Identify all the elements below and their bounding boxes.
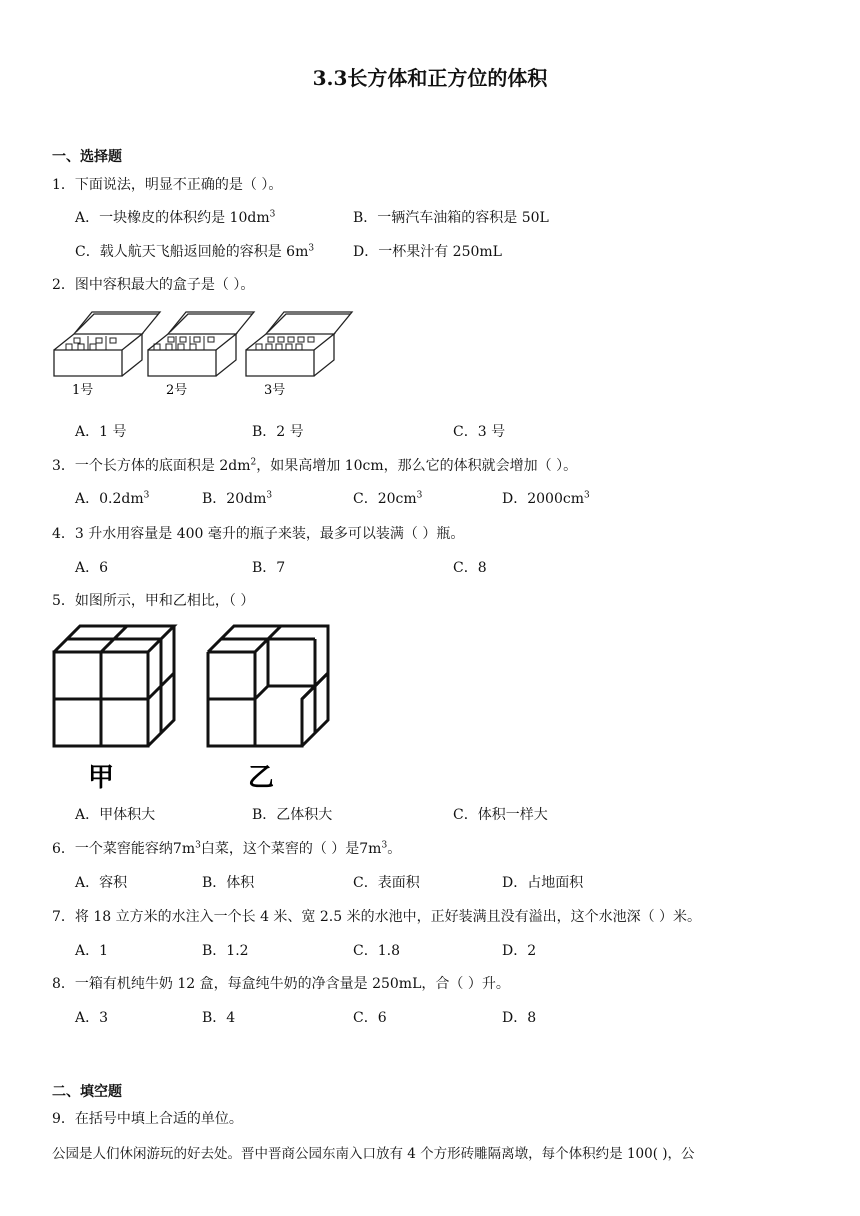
stem-part: 。 (387, 841, 402, 857)
superscript: 2 (250, 457, 257, 468)
question-5-option-a[interactable]: A．甲体积大 (75, 807, 156, 823)
question-8-option-a[interactable]: A．3 (75, 1010, 109, 1026)
section-heading-fill: 二、填空题 (52, 1084, 122, 1100)
cubes-figure (50, 620, 340, 796)
question-1-option-b[interactable]: B．一辆汽车油箱的容积是 50L (353, 210, 549, 226)
superscript: 3 (195, 840, 201, 851)
section-heading-choice: 一、选择题 (52, 149, 122, 165)
question-5-option-c[interactable]: C．体积一样大 (453, 807, 548, 823)
question-3-stem (52, 455, 577, 475)
box-label-2: 2号 (166, 383, 188, 398)
box-3-figure (246, 312, 352, 376)
question-3-option-a[interactable] (75, 488, 149, 508)
question-5-option-b[interactable]: B．乙体积大 (252, 807, 333, 823)
option-text: A．0.2dm (75, 491, 144, 507)
superscript: 3 (143, 490, 150, 501)
question-8-option-d[interactable]: D．8 (502, 1010, 537, 1026)
question-7-option-b[interactable]: B．1.2 (202, 943, 249, 959)
question-8-option-c[interactable]: C．6 (353, 1010, 387, 1026)
option-text: B．20dm (202, 491, 267, 507)
page-title: 3.3长方体和正方位的体积 (312, 66, 548, 90)
superscript: 3 (583, 490, 590, 501)
stem-part: 3．一个长方体的底面积是 2dm (52, 458, 251, 474)
figure-label-jia: 甲 (88, 763, 115, 793)
box-label-3: 3号 (264, 383, 286, 398)
question-7-option-d[interactable]: D．2 (502, 943, 537, 959)
question-2-stem: 2．图中容积最大的盒子是（ ）。 (52, 277, 255, 293)
box-1-figure (54, 312, 160, 376)
question-6-stem (52, 838, 401, 858)
question-1-option-d[interactable]: D．一杯果汁有 250mL (353, 244, 502, 260)
question-6-option-b[interactable]: B．体积 (202, 875, 255, 891)
question-6-option-c[interactable]: C．表面积 (353, 875, 420, 891)
option-a-text: A．一块橡皮的体积约是 10dm (75, 210, 270, 226)
superscript: 3 (308, 243, 315, 254)
question-8-option-b[interactable]: B．4 (202, 1010, 236, 1026)
question-7-stem: 7．将 18 立方米的水注入一个长 4 米、宽 2.5 米的水池中，正好装满且没有溢出，这个水池深（ ）米。 (52, 909, 702, 925)
question-7-option-c[interactable]: C．1.8 (353, 943, 400, 959)
box-2-figure (148, 312, 254, 376)
question-2-option-b[interactable]: B．2 号 (252, 424, 304, 440)
figure-label-yi: 乙 (248, 763, 275, 793)
question-1-option-c[interactable] (75, 241, 314, 261)
superscript: 3 (381, 840, 388, 851)
superscript: 3 (266, 490, 273, 501)
question-3-option-d[interactable] (502, 488, 590, 508)
cube-jia-figure (54, 626, 174, 746)
boxes-figure (52, 306, 372, 402)
question-9-stem: 9．在括号中填上合适的单位。 (52, 1111, 243, 1127)
option-text: D．2000cm (502, 491, 584, 507)
question-4-stem: 4．3 升水用容量是 400 毫升的瓶子来装，最多可以装满（ ）瓶。 (52, 526, 465, 542)
question-6-option-d[interactable]: D．占地面积 (502, 875, 584, 891)
stem-part: ，如果高增加 10cm，那么它的体积就会增加（ ）。 (256, 458, 578, 474)
question-7-option-a[interactable]: A．1 (75, 943, 109, 959)
question-3-option-c[interactable] (353, 488, 422, 508)
option-text: C．20cm (353, 491, 417, 507)
superscript: 3 (269, 209, 276, 220)
cube-yi-figure (208, 626, 328, 746)
question-2-option-a[interactable]: A．1 号 (75, 424, 127, 440)
stem-part: 白菜，这个菜窖的（ ）是7m (200, 841, 382, 857)
question-3-option-b[interactable] (202, 488, 272, 508)
question-4-option-a[interactable]: A．6 (75, 560, 109, 576)
question-1-option-a[interactable] (75, 207, 275, 227)
question-2-option-c[interactable]: C．3 号 (453, 424, 506, 440)
question-4-option-c[interactable]: C．8 (453, 560, 487, 576)
question-4-option-b[interactable]: B．7 (252, 560, 286, 576)
question-5-stem: 5．如图所示，甲和乙相比，（ ） (52, 593, 255, 609)
question-6-option-a[interactable]: A．容积 (75, 875, 128, 891)
stem-part: 6．一个菜窖能容纳7m (52, 841, 196, 857)
superscript: 3 (416, 490, 423, 501)
question-9-text: 公园是人们休闲游玩的好去处。晋中晋商公园东南入口放有 4 个方形砖雕隔离墩，每个体积约是 100( )，公 (52, 1146, 695, 1162)
question-1-stem: 1．下面说法，明显不正确的是（ ）。 (52, 177, 283, 193)
option-c-text: C．载人航天飞船返回舱的容积是 6m (75, 244, 309, 260)
box-label-1: 1号 (72, 383, 94, 398)
question-8-stem: 8．一箱有机纯牛奶 12 盒，每盒纯牛奶的净含量是 250mL，合（ ）升。 (52, 976, 510, 992)
